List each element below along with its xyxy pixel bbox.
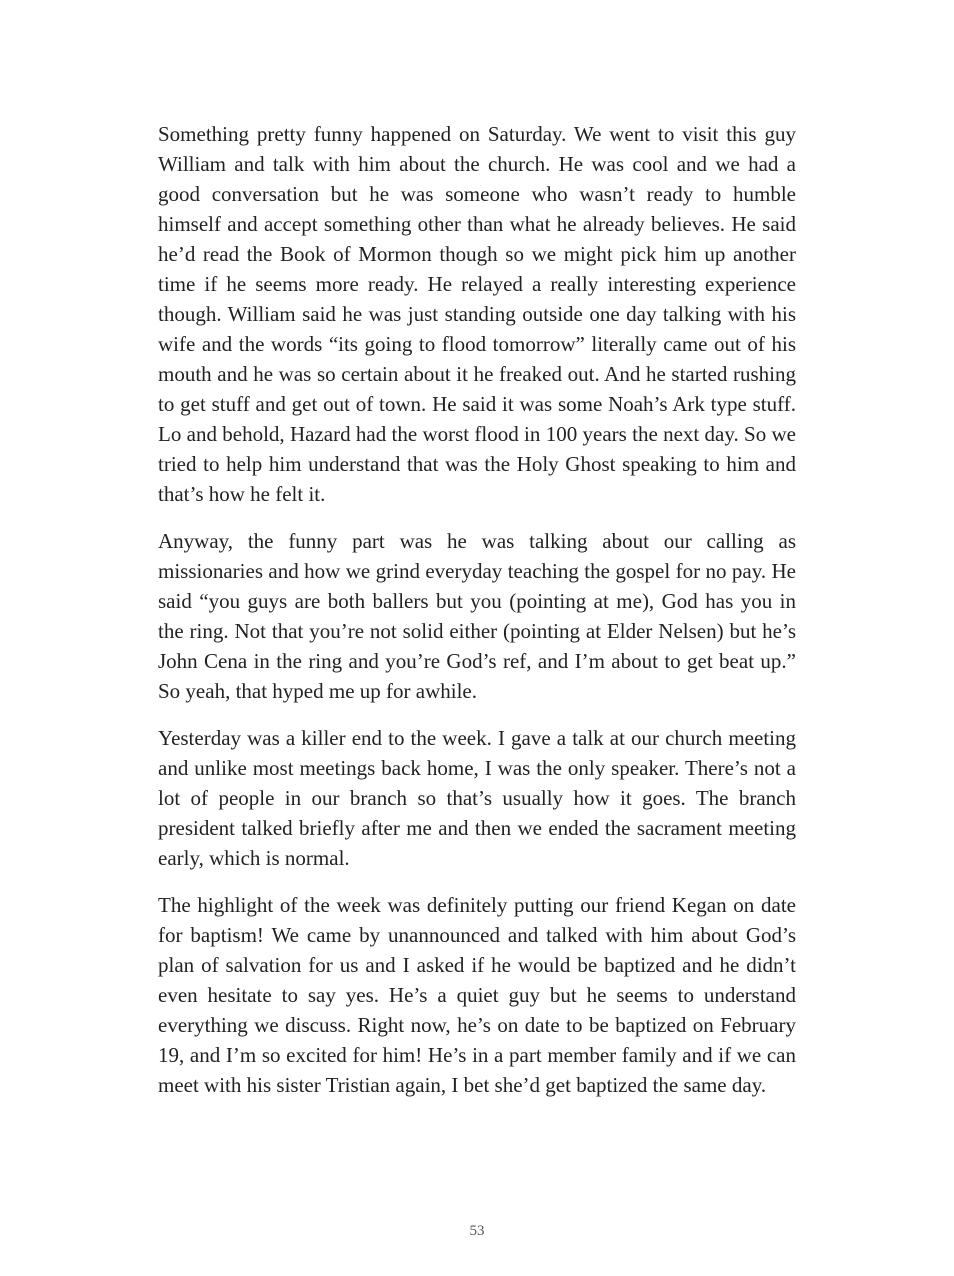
paragraph-baptism-date: The highlight of the week was definitely putting our friend Kegan on date for baptism! We came by unannounced and talked with him about God’s plan of salvation for us and I asked if he would be baptized and he didn’t even hesitate to say yes. He’s a quiet guy but he seems to understand everything we discuss. Right now, he’s on date to be baptized on February 19, and I’m so excited for him! He’s in a part member family and if we can meet with his sister Tristian again, I bet she’d get baptized the same day. <box>158 893 796 1097</box>
paragraph-funny-part: Anyway, the funny part was he was talking about our calling as missionaries and how we grind everyday teaching the gospel for no pay. He said “you guys are both ballers but you (pointing at me), God has you in the ring. Not that you’re not solid either (pointing at Elder Nelsen) but he’s John Cena in the ring and you’re God’s ref, and I’m about to get beat up.” So yeah, that hyped me up for awhile. <box>158 529 796 703</box>
page-body <box>158 119 796 1117</box>
page-number: 53 <box>469 1223 485 1239</box>
paragraph-church-talk: Yesterday was a killer end to the week. I gave a talk at our church meeting and unlike most meetings back home, I was the only speaker. There’s not a lot of people in our branch so that’s usually how it goes. The branch president talked briefly after me and then we ended the sacrament meeting early, which is normal. <box>158 726 796 870</box>
paragraph-saturday-visit: Something pretty funny happened on Saturday. We went to visit this guy William and talk with him about the church. He was cool and we had a good conversation but he was someone who wasn’t ready to humble himself and accept something other than what he already believes. He said he’d read the Book of Mormon though so we might pick him up another time if he seems more ready. He relayed a really interesting experience though. William said he was just standing outside one day talking with his wife and the words “its going to flood tomorrow” literally came out of his mouth and he was so certain about it he freaked out. And he started rushing to get stuff and get out of town. He said it was some Noah’s Ark type stuff. Lo and behold, Hazard had the worst flood in 100 years the next day. So we tried to help him understand that was the Holy Ghost speaking to him and that’s how he felt it. <box>158 122 796 506</box>
